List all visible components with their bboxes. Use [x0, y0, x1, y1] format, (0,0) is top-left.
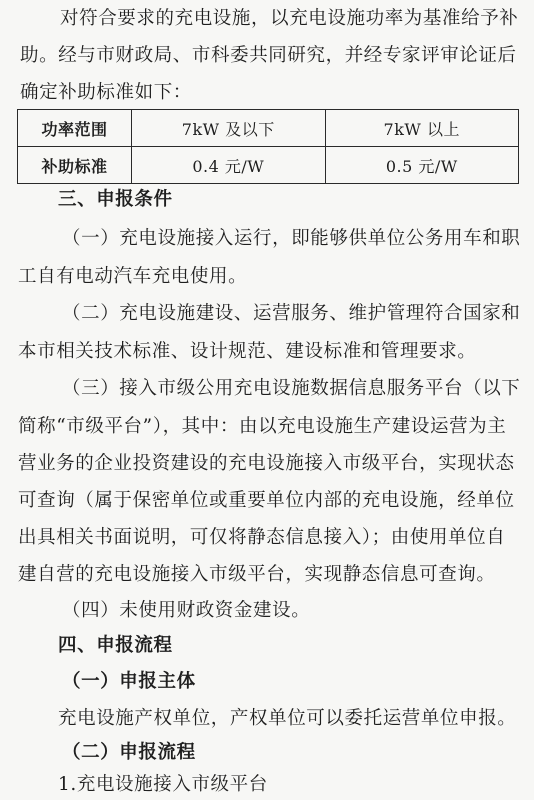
subsidy-table: [17, 109, 519, 184]
table-cell-label: 补助标准: [18, 147, 132, 184]
paragraph-line: （二）充电设施建设、运营服务、维护管理符合国家和: [62, 303, 521, 324]
table-cell: 0.4 元/W: [132, 147, 325, 184]
paragraph-line: 充电设施产权单位，产权单位可以委托运营单位申报。: [58, 708, 517, 729]
paragraph-line: （四）未使用财政资金建设。: [62, 600, 311, 621]
paragraph-line: 工自有电动汽车充电使用。: [18, 266, 248, 287]
table-row: [18, 147, 519, 184]
paragraph-line: 简称“市级平台”），其中：由以充电设施生产建设运营为主: [18, 416, 507, 437]
paragraph-line: （一）充电设施接入运行，即能够供单位公务用车和职: [62, 228, 521, 249]
subsection-heading: （一）申报主体: [62, 671, 196, 692]
paragraph-line: 对符合要求的充电设施，以充电设施功率为基准给予补: [60, 8, 519, 29]
table-cell-label: 功率范围: [18, 110, 132, 147]
paragraph-line: 本市相关技术标准、设计规范、建设标准和管理要求。: [18, 341, 477, 362]
table-cell: 7kW 以上: [325, 110, 519, 147]
paragraph-line: 确定补助标准如下：: [20, 82, 192, 103]
paragraph-line: 出具相关书面说明，可仅将静态信息接入）；由使用单位自: [18, 527, 506, 548]
paragraph-line: 建自营的充电设施接入市级平台，实现静态信息可查询。: [18, 564, 496, 585]
table-cell: 7kW 及以下: [132, 110, 325, 147]
paragraph-line: 营业务的企业投资建设的充电设施接入市级平台，实现状态: [18, 453, 515, 474]
section-heading: 四、申报流程: [58, 635, 173, 656]
section-heading: 三、申报条件: [58, 189, 173, 210]
table-row: [18, 110, 519, 147]
paragraph-line: 1.充电设施接入市级平台: [58, 774, 268, 795]
paragraph-line: 可查询（属于保密单位或重要单位内部的充电设施，经单位: [18, 490, 515, 511]
table-cell: 0.5 元/W: [325, 147, 519, 184]
subsection-heading: （二）申报流程: [62, 742, 196, 763]
paragraph-line: （三）接入市级公用充电设施数据信息服务平台（以下: [62, 378, 521, 399]
paragraph-line: 助。经与市财政局、市科委共同研究，并经专家评审论证后: [20, 45, 517, 66]
